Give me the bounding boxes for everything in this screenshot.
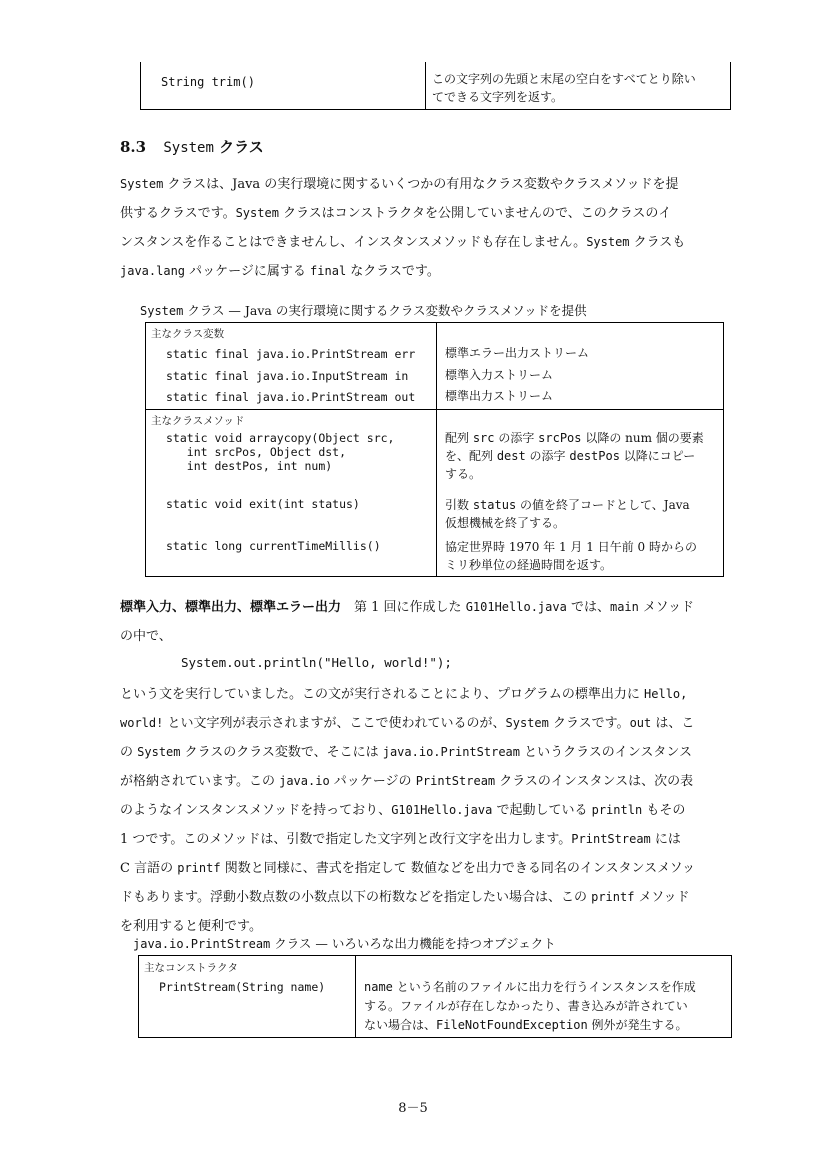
inline-text: 協定世界時 1970 年 1 月 1 日午前 0 時からの (445, 540, 697, 554)
text-line (445, 556, 697, 574)
printstream-constructor-desc (364, 978, 696, 1035)
inline-text: 仮想機械を終了する。 (445, 516, 566, 530)
text-line (364, 1016, 696, 1035)
inline-code: destPos (569, 449, 620, 463)
class-variable-out: static final java.io.PrintStream out (166, 390, 416, 404)
inline-code: dest (496, 449, 526, 463)
printstream-constructor: PrintStream(String name) (159, 980, 326, 994)
method-currenttimemillis-desc (445, 538, 697, 574)
text-line (120, 738, 760, 767)
inline-text: クラスは、Java の実行環境に関するいくつかの有用なクラス変数やクラスメソッドを提 (163, 177, 679, 192)
inline-text: 関数と同様に、書式を指定して 数値などを出力できる同名のインスタンスメソッ (220, 861, 696, 876)
printstream-table-caption (133, 934, 556, 952)
inline-text: なクラスです。 (346, 264, 440, 279)
inline-text: する。 (445, 467, 482, 481)
stdio-heading: 標準入力、標準出力、標準エラー出力 (120, 600, 342, 615)
inline-text: が格納されています。この (120, 774, 280, 789)
system-caption-code: System (140, 304, 184, 318)
class-variable-err-desc: 標準エラー出力ストリーム (445, 346, 590, 360)
text-line (364, 997, 696, 1016)
inline-text: C 言語の (120, 861, 178, 876)
inline-code: java.lang (120, 264, 186, 278)
inline-text: とい文字列が表示されますが、ここで使われているのが、 (163, 716, 506, 731)
text-line (364, 978, 696, 997)
inline-code: G101Hello.java (391, 803, 493, 817)
class-variable-in-desc: 標準入力ストリーム (445, 368, 554, 382)
text-line (120, 709, 760, 738)
printstream-table (138, 955, 732, 1038)
top-table (140, 62, 731, 110)
system-caption-text: クラス — Java の実行環境に関するクラス変数やクラスメソッドを提供 (183, 303, 587, 318)
class-variable-out-desc: 標準出力ストリーム (445, 389, 554, 403)
inline-text: では、 (566, 600, 610, 615)
printstream-caption-text: クラス — いろいろな出力機能を持つオブジェクト (270, 936, 556, 951)
class-variables-header: 主なクラス変数 (151, 328, 225, 340)
inline-text: という名前のファイルに出力を行うインスタンスを作成 (392, 980, 696, 994)
inline-text: の添字 (525, 449, 570, 463)
inline-text: パッケージの (329, 774, 416, 789)
class-variable-err: static final java.io.PrintStream err (166, 347, 416, 361)
trim-method-signature: String trim() (161, 75, 255, 89)
constructor-header: 主なコンストラクタ (144, 962, 238, 974)
page-number: 8－5 (398, 1101, 428, 1116)
class-methods-header: 主なクラスメソッド (151, 415, 245, 427)
inline-code: world! (120, 716, 164, 730)
intro-paragraph (120, 170, 760, 286)
section-title-text: クラス (219, 138, 264, 156)
inline-text: は、こ (651, 716, 695, 731)
inline-text: 引数 (445, 498, 473, 512)
printstream-caption-code: java.io.PrintStream (133, 937, 271, 951)
inline-text: の (120, 745, 138, 760)
inline-text: メソッド (638, 600, 694, 615)
inline-text: ドもあります。浮動小数点数の小数点以下の桁数などを指定したい場合は、この (120, 890, 592, 905)
text-line (120, 883, 760, 912)
class-variable-in: static final java.io.InputStream in (166, 369, 409, 383)
inline-text: パッケージに属する (185, 264, 311, 279)
inline-text: ない場合は、 (364, 1018, 437, 1032)
method-exit: static void exit(int status) (166, 497, 360, 511)
inline-code: println (591, 803, 643, 817)
inline-code: Hello, (644, 687, 688, 701)
inline-text: クラスも (629, 235, 686, 250)
text-line (120, 170, 760, 199)
text-line (120, 767, 760, 796)
text-line (120, 199, 760, 228)
inline-code: srcPos (538, 431, 582, 445)
text-line (445, 465, 704, 483)
inline-text: ミリ秒単位の経過時間を返す。 (445, 558, 613, 572)
inline-code: out (629, 716, 652, 730)
inline-code: printf (177, 861, 221, 875)
text-line (120, 825, 760, 854)
inline-code: PrintStream (415, 774, 496, 788)
inline-code: main (609, 600, 639, 614)
inline-code: G101Hello.java (465, 600, 567, 614)
trim-method-description (432, 70, 696, 106)
inline-text: クラスのクラス変数で、そこには (180, 745, 383, 760)
inline-code: System (235, 206, 279, 220)
inline-code: src (472, 431, 495, 445)
inline-code: final (310, 264, 347, 278)
stdio-line1-rest (341, 600, 694, 615)
inline-text: 1 つです。このメソッドは、引数で指定した文字列と改行文字を出力します。 (120, 832, 572, 847)
inline-text: 例外が発生する。 (587, 1018, 688, 1032)
inline-text: の添字 (494, 431, 539, 445)
inline-code: System (120, 177, 164, 191)
method-arraycopy-desc (445, 429, 704, 483)
inline-text: クラスはコンストラクタを公開していませんので、このクラスのイ (278, 206, 672, 221)
text-line (120, 228, 760, 257)
inline-text: で起動している (492, 803, 592, 818)
text-line (445, 496, 690, 514)
text-line (120, 257, 760, 286)
text-line (445, 538, 697, 556)
method-exit-desc (445, 496, 690, 532)
inline-code: PrintStream (571, 832, 651, 846)
inline-code: printf (591, 890, 635, 904)
hello-code: System.out.println("Hello, world!"); (181, 655, 452, 670)
inline-text: の値を終了コードとして、Java (516, 498, 690, 512)
method-arraycopy: static void arraycopy(Object src, int srcPos, Object dst, int destPos, int num) (166, 431, 395, 473)
inline-text: には (650, 832, 681, 847)
section-number: 8.3 (120, 138, 147, 156)
system-table (145, 322, 724, 577)
stdio-paragraph (120, 680, 760, 941)
inline-text: メソッド (634, 890, 690, 905)
text-line (445, 447, 704, 465)
inline-text: というクラスのインスタンス (520, 745, 692, 760)
text-line (120, 796, 760, 825)
inline-code: System (586, 235, 630, 249)
inline-text: 以降の num 個の要素 (581, 431, 704, 445)
system-table-caption (140, 301, 587, 319)
inline-text: という文を実行していました。この文が実行されることにより、プログラムの標準出力に (120, 687, 645, 702)
inline-text: を利用すると便利です。 (120, 919, 262, 934)
inline-text: もその (642, 803, 686, 818)
inline-text: 配列 (445, 431, 473, 445)
inline-code: System (137, 745, 181, 759)
text-line (445, 429, 704, 447)
text-line (120, 680, 760, 709)
trim-desc-line-2: てできる文字列を返す。 (432, 90, 564, 104)
stdio-first-line (120, 593, 760, 622)
section-heading (120, 136, 264, 157)
inline-text: のようなインスタンスメソッドを持っており、 (120, 803, 392, 818)
inline-text: 供するクラスです。 (120, 206, 236, 221)
text-line (120, 854, 760, 883)
inline-text: 以降にコピー (619, 449, 696, 463)
inline-code: status (472, 498, 517, 512)
inline-text: 第 1 回に作成した (341, 600, 466, 615)
inline-text: ンスタンスを作ることはできませんし、インスタンスメソッドも存在しません。 (120, 235, 587, 250)
inline-text: を、配列 (445, 449, 497, 463)
inline-text: クラスです。 (548, 716, 630, 731)
stdio-second-line: の中で、 (120, 629, 172, 644)
inline-text: する。ファイルが存在しなかったり、書き込みが許されてい (364, 999, 688, 1013)
trim-desc-line-1: この文字列の先頭と末尾の空白をすべてとり除い (432, 72, 696, 86)
inline-code: java.io (279, 774, 330, 788)
section-title-code: System (163, 140, 214, 156)
text-line (445, 514, 690, 532)
inline-text: クラスのインスタンスは、次の表 (495, 774, 694, 789)
inline-code: FileNotFoundException (436, 1018, 588, 1032)
inline-code: java.io.PrintStream (382, 745, 521, 759)
inline-code: System (505, 716, 549, 730)
method-currenttimemillis: static long currentTimeMillis() (166, 539, 381, 553)
inline-code: name (364, 980, 393, 994)
